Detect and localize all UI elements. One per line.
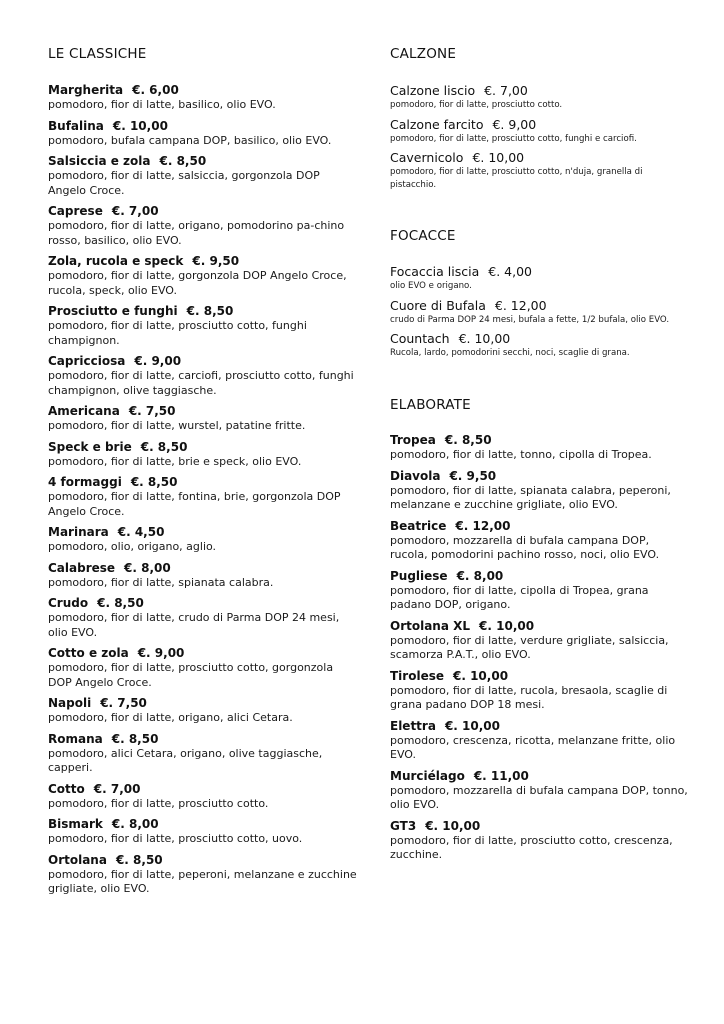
menu-item-description: pomodoro, fior di latte, prosciutto cotto, crescenza, zucchine.: [390, 833, 673, 861]
section-title-elaborate: ELABORATE: [390, 397, 471, 413]
menu-item: [390, 117, 690, 146]
menu-item-price: €. 8,00: [456, 568, 504, 583]
menu-item: [48, 596, 358, 640]
menu-item-price: €. 9,00: [492, 116, 537, 132]
menu-item: [48, 525, 358, 555]
menu-item-description: pomodoro, olio, origano, aglio.: [48, 540, 217, 553]
menu-item-price: €. 11,00: [473, 768, 529, 783]
menu-item-heading: [390, 669, 690, 684]
menu-item-name: Romana: [48, 731, 103, 746]
menu-item-description: pomodoro, fior di latte, verdure grigliate, salsiccia, scamorza P.A.T., olio EVO.: [390, 633, 669, 661]
menu-item-heading: [48, 782, 358, 797]
menu-item-heading: [390, 264, 690, 280]
menu-item: [390, 819, 690, 863]
menu-item: [48, 254, 358, 298]
menu-item-price: €. 10,00: [453, 668, 509, 683]
menu-item-heading: [390, 150, 690, 166]
menu-item-price: €. 7,00: [484, 83, 528, 98]
menu-item: [48, 475, 358, 519]
menu-item: [48, 304, 358, 348]
menu-item-description: pomodoro, fior di latte, fontina, brie, gorgonzola DOP Angelo Croce.: [48, 490, 341, 518]
menu-item: [48, 853, 358, 897]
menu-item: [48, 404, 358, 434]
menu-item: [48, 204, 358, 248]
menu-item-heading: [48, 204, 358, 219]
menu-item: [390, 519, 690, 563]
menu-item: [48, 646, 358, 690]
menu-item-price: €. 7,00: [111, 204, 159, 218]
menu-item-price: €. 9,50: [192, 254, 240, 268]
menu-item-description: pomodoro, crescenza, ricotta, melanzane fritte, olio EVO.: [390, 733, 676, 761]
menu-item: [48, 696, 358, 726]
menu-item: [48, 782, 358, 812]
menu-item-heading: [48, 732, 358, 747]
menu-item-heading: [48, 525, 358, 540]
menu-item-description: pomodoro, fior di latte, spianata calabra, peperoni, melanzane e zucchine grigliate, olio EVO.: [390, 483, 671, 511]
menu-item: [48, 561, 358, 591]
menu-item: [390, 469, 690, 513]
menu-item-name: Speck e brie: [48, 439, 132, 454]
menu-item-heading: [390, 469, 690, 484]
menu-item-heading: [48, 596, 358, 611]
menu-item-name: Salsiccia e zola: [48, 154, 151, 168]
menu-item-name: Crudo: [48, 596, 89, 610]
menu-item: [390, 298, 690, 327]
menu-item-heading: [48, 696, 358, 711]
menu-item-heading: [48, 304, 358, 319]
menu-item-description: crudo di Parma DOP 24 mesi, bufala a fette, 1/2 bufala, olio EVO.: [390, 314, 670, 325]
menu-item-description: pomodoro, fior di latte, prosciutto cotto, gorgonzola DOP Angelo Croce.: [48, 661, 334, 689]
menu-item-name: Elettra: [390, 718, 436, 733]
menu-item-price: €. 8,00: [124, 560, 171, 575]
menu-item-name: Cotto e zola: [48, 646, 129, 660]
menu-item-description: pomodoro, fior di latte, tonno, cipolla di Tropea.: [390, 448, 652, 461]
menu-item-heading: [48, 354, 358, 369]
menu-item-name: Americana: [48, 404, 120, 418]
section-title-focacce: FOCACCE: [390, 228, 456, 244]
menu-item-description: pomodoro, fior di latte, prosciutto cotto.: [390, 100, 563, 110]
menu-item-price: €. 7,00: [93, 781, 141, 796]
menu-item-description: pomodoro, fior di latte, origano, alici Cetara.: [48, 711, 293, 724]
menu-item-price: €. 4,50: [117, 525, 165, 539]
menu-item: [48, 119, 358, 149]
menu-item-description: pomodoro, fior di latte, basilico, olio EVO.: [48, 98, 276, 111]
menu-item-heading: [390, 519, 690, 534]
menu-item-name: Napoli: [48, 696, 92, 710]
menu-item-price: €. 8,50: [130, 475, 178, 489]
menu-item-name: Beatrice: [390, 518, 447, 533]
menu-item-price: €. 6,00: [132, 83, 179, 97]
menu-item-price: €. 7,50: [100, 696, 147, 710]
section-title-classiche: LE CLASSICHE: [48, 46, 147, 62]
menu-item-price: €. 8,50: [115, 852, 163, 867]
menu-item-price: €. 10,00: [444, 718, 500, 733]
menu-item-price: €. 9,00: [137, 646, 185, 660]
menu-item-heading: [390, 433, 690, 448]
menu-item-name: Marinara: [48, 525, 109, 539]
menu-item-price: €. 8,50: [140, 439, 188, 454]
menu-item-description: pomodoro, fior di latte, prosciutto cotto, funghi e carciofi.: [390, 133, 637, 144]
menu-item-description: pomodoro, fior di latte, prosciutto cotto, n'duja, granella di pistacchio.: [390, 167, 643, 190]
menu-item-heading: [390, 331, 690, 347]
menu-item-description: pomodoro, fior di latte, prosciutto cotto, uovo.: [48, 832, 303, 845]
menu-item-description: pomodoro, fior di latte, rucola, bresaola, scaglie di grana padano DOP 18 mesi.: [390, 683, 668, 711]
menu-item: [390, 83, 690, 112]
menu-item-name: Zola, rucola e speck: [48, 254, 184, 268]
menu-item: [390, 619, 690, 663]
menu-item-description: pomodoro, fior di latte, crudo di Parma DOP 24 mesi, olio EVO.: [48, 611, 340, 639]
menu-item: [48, 154, 358, 198]
menu-item-name: Diavola: [390, 468, 441, 483]
menu-item: [390, 331, 690, 360]
menu-item-name: Cuore di Bufala: [390, 297, 486, 313]
menu-item: [390, 264, 690, 293]
menu-item-description: pomodoro, alici Cetara, origano, olive taggiasche, capperi.: [48, 746, 323, 774]
menu-item-price: €. 8,50: [186, 304, 234, 318]
menu-item: [390, 669, 690, 713]
menu-item-heading: [48, 440, 358, 455]
menu-item-description: pomodoro, fior di latte, carciofi, prosciutto cotto, funghi champignon, olive taggiasche.: [48, 369, 354, 397]
menu-item-description: Rucola, lardo, pomodorini secchi, noci, scaglie di grana.: [390, 348, 630, 358]
menu-item-price: €. 10,00: [458, 331, 511, 346]
menu-item-name: Tirolese: [390, 668, 444, 683]
menu-item-description: pomodoro, fior di latte, origano, pomodorino pa-chino rosso, basilico, olio EVO.: [48, 219, 345, 247]
menu-item-name: Murciélago: [390, 768, 465, 783]
menu-item-price: €. 8,00: [111, 817, 159, 831]
menu-item: [390, 569, 690, 613]
menu-item-heading: [48, 561, 358, 576]
menu-item-description: pomodoro, mozzarella di bufala campana DOP, rucola, pomodorini pachino rosso, noci, olio EVO.: [390, 533, 660, 561]
menu-item-name: Cotto: [48, 781, 85, 796]
menu-item: [48, 354, 358, 398]
menu-item-heading: [48, 83, 358, 98]
menu-item-description: pomodoro, fior di latte, peperoni, melanzane e zucchine grigliate, olio EVO.: [48, 867, 357, 895]
menu-item-name: Cavernicolo: [390, 150, 464, 165]
menu-item-heading: [390, 819, 690, 834]
menu-list-calzone: [390, 83, 690, 196]
menu-item-price: €. 8,50: [111, 731, 159, 746]
menu-item-name: Pugliese: [390, 568, 448, 583]
menu-item-price: €. 10,00: [425, 818, 481, 833]
menu-item-price: €. 8,50: [159, 154, 207, 168]
menu-item-price: €. 10,00: [112, 118, 168, 133]
menu-item-name: Focaccia liscia: [390, 264, 480, 279]
menu-item: [390, 719, 690, 763]
menu-item-description: pomodoro, fior di latte, cipolla di Tropea, grana padano DOP, origano.: [390, 583, 649, 611]
menu-item-description: pomodoro, mozzarella di bufala campana DOP, tonno, olio EVO.: [390, 783, 688, 811]
menu-item-price: €. 8,50: [444, 433, 492, 447]
menu-item-name: Calzone liscio: [390, 83, 476, 98]
menu-item-heading: [48, 646, 358, 661]
menu-item-heading: [390, 769, 690, 784]
menu-item-heading: [390, 719, 690, 734]
menu-item-description: pomodoro, bufala campana DOP, basilico, olio EVO.: [48, 133, 332, 147]
menu-item-description: pomodoro, fior di latte, wurstel, patatine fritte.: [48, 419, 306, 432]
section-title-calzone: CALZONE: [390, 46, 457, 62]
menu-item-heading: [48, 817, 358, 832]
menu-item-heading: [48, 254, 358, 269]
menu-item-price: €. 10,00: [472, 150, 525, 165]
menu-item-name: Tropea: [390, 433, 436, 447]
menu-item-heading: [390, 619, 690, 634]
menu-item-name: Prosciutto e funghi: [48, 304, 178, 318]
menu-item-name: 4 formaggi: [48, 475, 122, 489]
menu-item: [48, 440, 358, 470]
menu-item-description: pomodoro, fior di latte, spianata calabra.: [48, 575, 274, 589]
menu-item-description: pomodoro, fior di latte, prosciutto cotto, funghi champignon.: [48, 319, 307, 347]
menu-item-heading: [390, 83, 690, 99]
menu-item: [390, 433, 690, 463]
menu-item-heading: [48, 853, 358, 868]
menu-item-name: Margherita: [48, 83, 124, 97]
menu-item: [390, 150, 690, 191]
menu-item-name: Bufalina: [48, 118, 104, 133]
menu-item-price: €. 9,50: [449, 468, 497, 483]
menu-item: [390, 769, 690, 813]
menu-item-heading: [390, 117, 690, 133]
menu-item-name: Calabrese: [48, 560, 116, 575]
menu-item-name: Calzone farcito: [390, 116, 484, 132]
menu-item-name: GT3: [390, 818, 417, 833]
menu-item: [48, 817, 358, 847]
menu-item-name: Countach: [390, 331, 450, 346]
menu-item-heading: [390, 569, 690, 584]
menu-item-heading: [48, 475, 358, 490]
menu-item: [48, 732, 358, 776]
menu-item-heading: [48, 404, 358, 419]
menu-item-name: Ortolana: [48, 852, 107, 867]
menu-list-elaborate: [390, 433, 690, 869]
menu-item-heading: [390, 298, 690, 314]
menu-item-description: pomodoro, fior di latte, prosciutto cotto.: [48, 796, 269, 810]
menu-item-price: €. 4,00: [488, 264, 532, 279]
menu-item-description: pomodoro, fior di latte, brie e speck, olio EVO.: [48, 454, 302, 468]
menu-item-price: €. 8,50: [97, 596, 144, 610]
menu-item-price: €. 10,00: [479, 618, 535, 633]
menu-item: [48, 83, 358, 113]
menu-item-name: Capricciosa: [48, 354, 126, 368]
menu-item-description: pomodoro, fior di latte, salsiccia, gorgonzola DOP Angelo Croce.: [48, 169, 320, 197]
menu-list-classiche: [48, 83, 358, 903]
menu-item-name: Bismark: [48, 817, 103, 831]
menu-item-description: olio EVO e origano.: [390, 281, 472, 291]
menu-item-price: €. 12,00: [494, 297, 547, 313]
menu-item-price: €. 7,50: [128, 404, 176, 418]
menu-item-name: Ortolana XL: [390, 618, 471, 633]
menu-item-name: Caprese: [48, 204, 103, 218]
menu-item-price: €. 9,00: [134, 354, 182, 368]
menu-item-price: €. 12,00: [455, 518, 511, 533]
menu-list-focacce: [390, 264, 690, 365]
menu-item-description: pomodoro, fior di latte, gorgonzola DOP Angelo Croce, rucola, speck, olio EVO.: [48, 269, 347, 297]
menu-item-heading: [48, 119, 358, 134]
menu-item-heading: [48, 154, 358, 169]
